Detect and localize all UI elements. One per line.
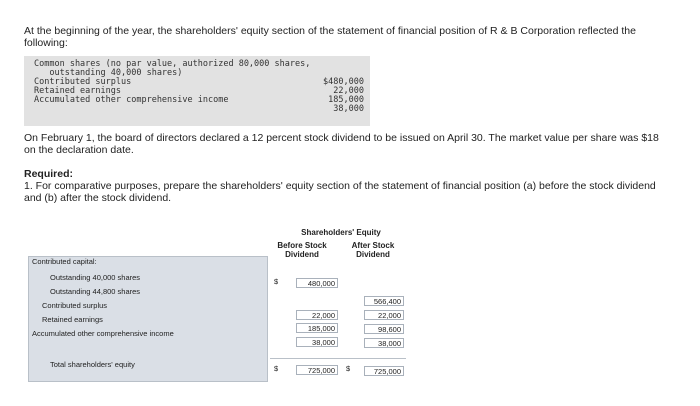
after-total-input[interactable]: 725,000 <box>364 366 404 376</box>
label-contributed-surplus: Contributed surplus <box>42 301 108 310</box>
before-total-input[interactable]: 725,000 <box>296 365 338 375</box>
label-retained-earnings: Retained earnings <box>42 315 103 324</box>
label-contributed-capital: Contributed capital: <box>32 257 97 266</box>
given-value-retained: 185,000 <box>328 95 364 105</box>
given-label-retained: Retained earnings <box>34 86 121 96</box>
given-equity-section <box>24 56 370 126</box>
given-label-surplus: Contributed surplus <box>34 77 132 87</box>
dollar-before-top: $ <box>274 277 279 286</box>
required-item-1: 1. For comparative purposes, prepare the shareholders' equity section of the statement of financial position (a) before the stock dividend and (b) after the stock dividend. <box>24 180 656 204</box>
label-total: Total shareholders' equity <box>50 360 135 369</box>
label-outstanding-40000: Outstanding 40,000 shares <box>50 273 141 282</box>
header-shareholders-equity: Shareholders' Equity <box>301 228 381 237</box>
after-aoci-input[interactable]: 38,000 <box>364 338 404 348</box>
label-aoci: Accumulated other comprehensive income <box>32 329 174 338</box>
given-label-outstanding: outstanding 40,000 shares) <box>34 68 183 78</box>
after-retained-earnings-input[interactable]: 98,600 <box>364 324 404 334</box>
required-heading: Required: <box>24 168 74 180</box>
answer-table <box>28 220 406 380</box>
given-label-common: Common shares (no par value, authorized 80,000 shares, <box>34 59 311 69</box>
given-value-aoci: 38,000 <box>333 104 364 114</box>
header-after: After Stock Dividend <box>351 241 395 259</box>
before-aoci-input[interactable]: 38,000 <box>296 337 338 347</box>
given-value-surplus: 22,000 <box>333 86 364 96</box>
before-retained-earnings-input[interactable]: 185,000 <box>296 323 338 333</box>
february-paragraph: On February 1, the board of directors declared a 12 percent stock dividend to be issued on April 30. The market value per share was $18 on the declaration date. <box>24 132 659 156</box>
after-outstanding-44800-input[interactable]: 566,400 <box>364 296 404 306</box>
intro-paragraph: At the beginning of the year, the shareholders' equity section of the statement of financial position of R & B Corporation reflected the following: <box>24 25 636 49</box>
before-contributed-surplus-input[interactable]: 22,000 <box>296 310 338 320</box>
dollar-after-total: $ <box>346 364 351 373</box>
total-separator <box>270 358 406 359</box>
after-contributed-surplus-input[interactable]: 22,000 <box>364 310 404 320</box>
label-outstanding-44800: Outstanding 44,800 shares <box>50 287 141 296</box>
given-value-common: $480,000 <box>323 77 364 87</box>
dollar-before-total: $ <box>274 364 279 373</box>
before-outstanding-40000-input[interactable]: 480,000 <box>296 278 338 288</box>
header-before: Before Stock Dividend <box>277 241 327 259</box>
given-label-aoci: Accumulated other comprehensive income <box>34 95 229 105</box>
